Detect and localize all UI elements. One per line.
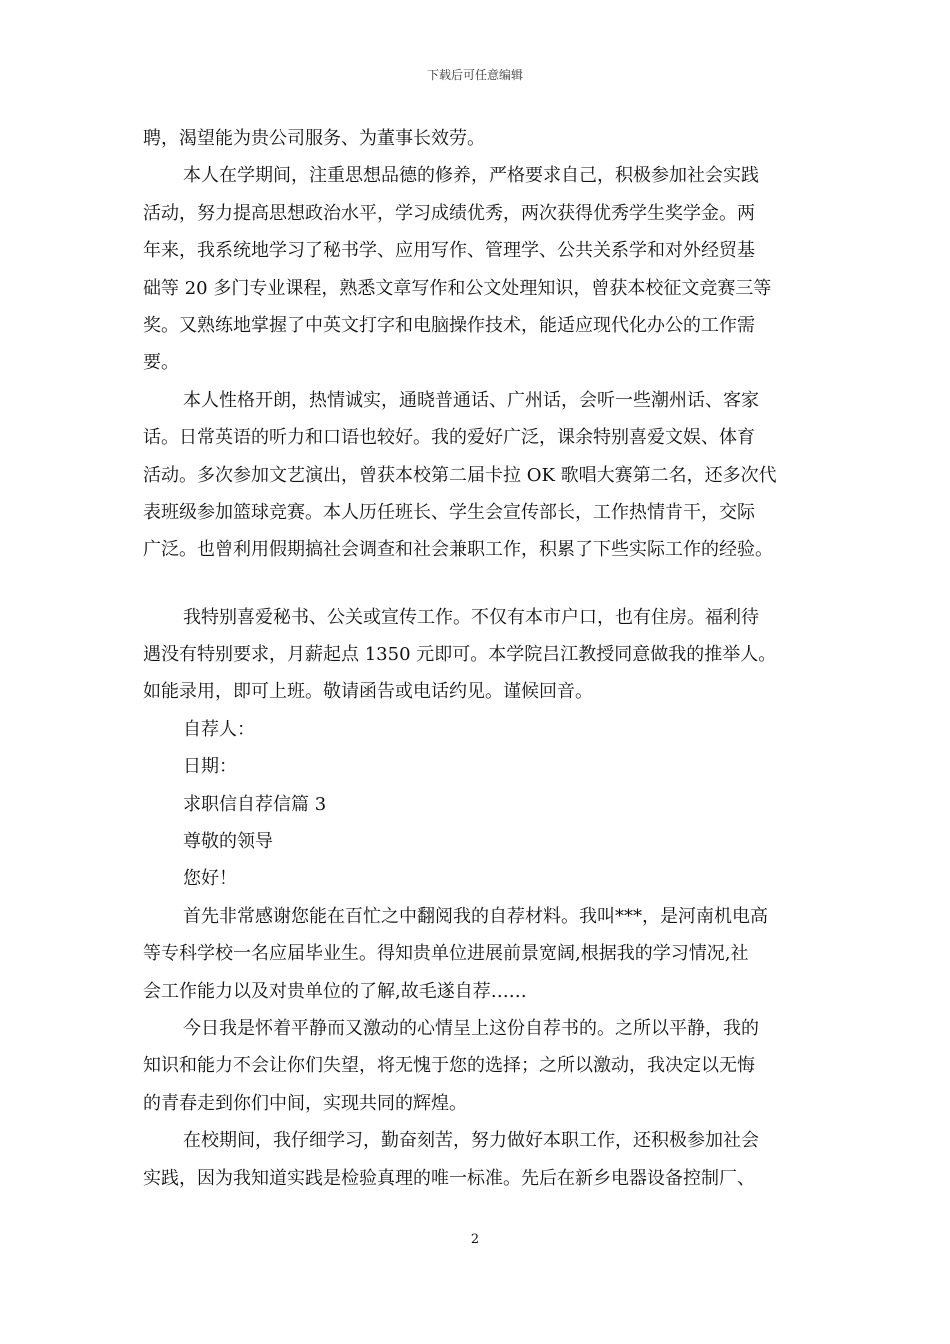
paragraph-start: 本人在学期间，注重思想品德的修养，严格要求自己，积极参加社会实践 (183, 165, 759, 187)
paragraph-start: 今日我是怀着平静而又激动的心情呈上这份自荐书的。之所以平静，我的 (183, 1017, 759, 1039)
text-line: 年来，我系统地学习了秘书学、应用写作、管理学、公共关系学和对外经贸基 (143, 240, 755, 262)
text-line: 遇没有特别要求，月薪起点 1350 元即可。本学院吕江教授同意做我的推举人。 (143, 644, 777, 666)
section-title: 求职信自荐信篇 3 (183, 793, 327, 815)
text-line: 话。日常英语的听力和口语也较好。我的爱好广泛，课余特别喜爱文娱、体育 (143, 427, 755, 449)
paragraph-start: 首先非常感谢您能在百忙之中翻阅我的自荐材料。我叫***，是河南机电高 (183, 905, 768, 927)
text-line: 奖。又熟练地掌握了中英文打字和电脑操作技术，能适应现代化办公的工作需 (143, 314, 755, 336)
text-line: 要。 (143, 352, 179, 374)
text-line: 活动。多次参加文艺演出，曾获本校第二届卡拉 OK 歌唱大赛第二名，还多次代 (143, 464, 777, 486)
text-line: 知识和能力不会让你们失望，将无愧于您的选择；之所以激动，我决定以无悔 (143, 1055, 755, 1077)
text-line: 表班级参加篮球竞赛。本人历任班长、学生会宣传部长，工作热情肯干，交际 (143, 501, 755, 523)
page-number: 2 (470, 1232, 480, 1247)
paragraph-gap (143, 569, 807, 599)
text-line: 广泛。也曾利用假期搞社会调查和社会兼职工作，积累了下些实际工作的经验。 (143, 539, 773, 561)
text-line: 础等 20 多门专业课程，熟悉文章写作和公文处理知识，曾获本校征文竞赛三等 (143, 277, 772, 299)
document-body (143, 120, 807, 1197)
text-line: 会工作能力以及对贵单位的了解,故毛遂自荐…… (143, 980, 527, 1002)
text-line: 等专科学校一名应届毕业生。得知贵单位进展前景宽阔,根据我的学习情况,社 (143, 943, 749, 965)
greeting: 您好！ (183, 868, 237, 890)
salutation: 尊敬的领导 (183, 831, 273, 853)
text-line: 如能录用，即可上班。敬请函告或电话约见。谨候回音。 (143, 681, 593, 703)
paragraph-start: 在校期间，我仔细学习，勤奋刻苦，努力做好本职工作，还积极参加社会 (183, 1130, 759, 1152)
text-line: 活动，努力提高思想政治水平，学习成绩优秀，两次获得优秀学生奖学金。两 (143, 202, 755, 224)
date-label: 日期： (183, 756, 237, 778)
text-line: 实践，因为我知道实践是检验真理的唯一标准。先后在新乡电器设备控制厂、 (143, 1167, 755, 1189)
text-line: 的青春走到你们中间，实现共同的辉煌。 (143, 1092, 467, 1114)
paragraph-start: 我特别喜爱秘书、公关或宣传工作。不仅有本市户口，也有住房。福利待 (183, 606, 759, 628)
signature-label: 自荐人： (183, 718, 255, 740)
text-line: 聘，渴望能为贵公司服务、为董事长效劳。 (143, 128, 485, 149)
paragraph-start: 本人性格开朗，热情诚实，通晓普通话、广州话，会听一些潮州话、客家 (183, 389, 759, 411)
page-header-note: 下载后可任意编辑 (426, 68, 523, 82)
